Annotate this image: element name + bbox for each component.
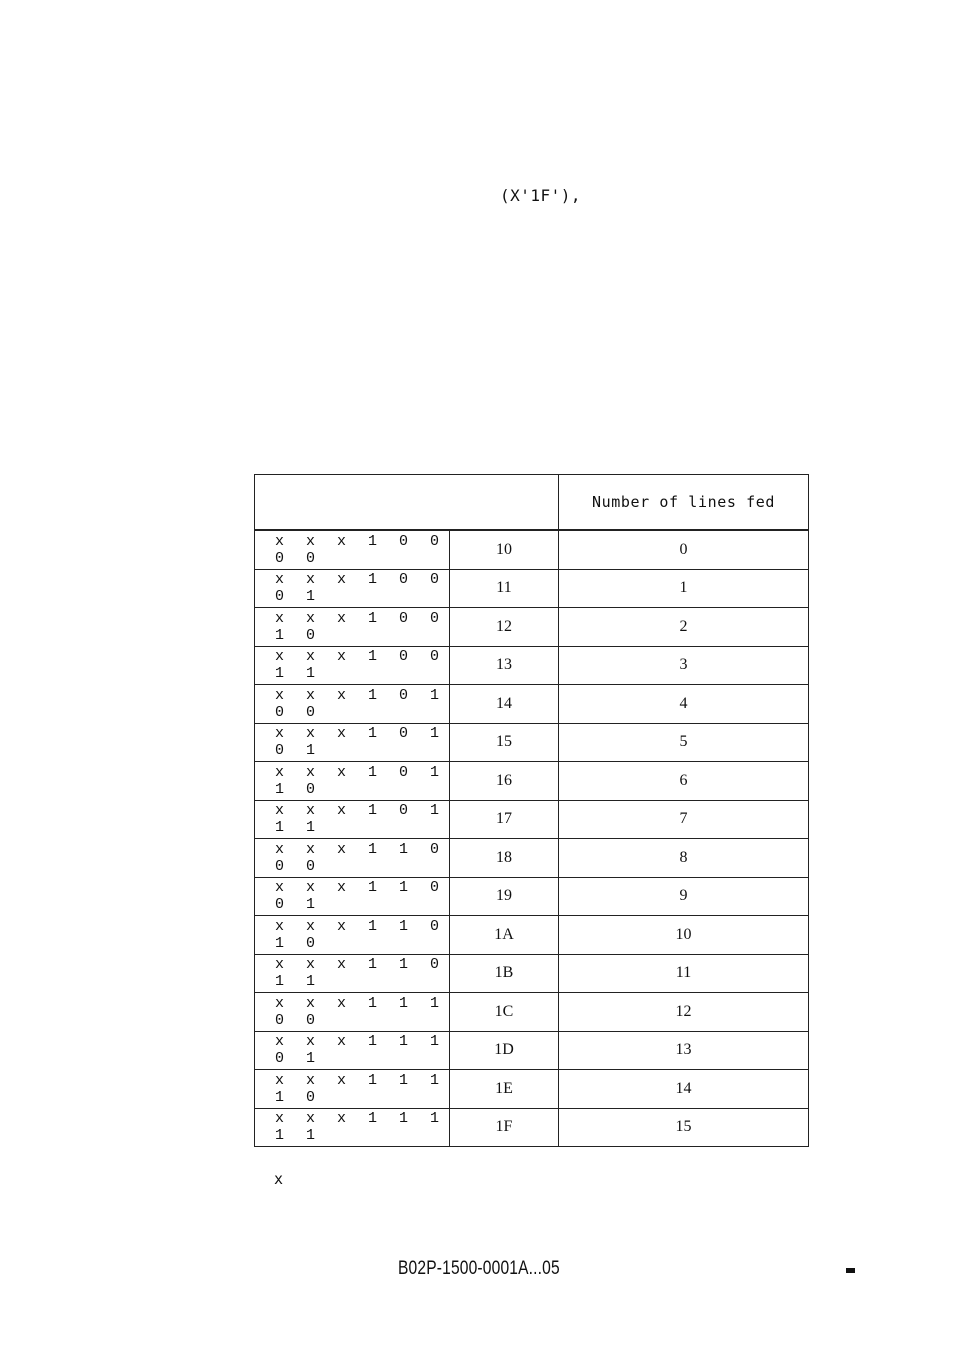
bits-cell: x x x 1 1 1 1 0 <box>255 1070 450 1109</box>
lines-fed-cell: 12 <box>559 993 809 1032</box>
header-lines-fed: Number of lines fed <box>559 475 809 531</box>
table-row <box>255 1070 809 1109</box>
lines-fed-cell: 6 <box>559 762 809 801</box>
hex-cell: 1A <box>450 916 559 955</box>
lines-fed-cell: 13 <box>559 1031 809 1070</box>
hex-cell: 12 <box>450 608 559 647</box>
inline-code-text: (X'1F'), <box>500 186 582 205</box>
lines-fed-cell: 0 <box>559 530 809 569</box>
hex-cell: 10 <box>450 530 559 569</box>
lines-fed-cell: 7 <box>559 800 809 839</box>
bits-cell: x x x 1 1 0 0 0 <box>255 839 450 878</box>
lines-fed-cell: 1 <box>559 569 809 608</box>
lines-fed-cell: 2 <box>559 608 809 647</box>
header-hex <box>450 475 559 531</box>
hex-cell: 18 <box>450 839 559 878</box>
lines-fed-cell: 15 <box>559 1108 809 1147</box>
lines-fed-cell: 4 <box>559 685 809 724</box>
hex-cell: 14 <box>450 685 559 724</box>
bits-cell: x x x 1 0 0 0 0 <box>255 530 450 569</box>
bits-cell: x x x 1 0 0 1 1 <box>255 646 450 685</box>
lines-fed-cell: 5 <box>559 723 809 762</box>
hex-cell: 19 <box>450 877 559 916</box>
page-mark <box>846 1268 855 1273</box>
bits-cell: x x x 1 0 1 1 1 <box>255 800 450 839</box>
table-row <box>255 1108 809 1147</box>
hex-cell: 15 <box>450 723 559 762</box>
bits-cell: x x x 1 0 1 0 0 <box>255 685 450 724</box>
hex-cell: 17 <box>450 800 559 839</box>
table-row <box>255 646 809 685</box>
table-row <box>255 916 809 955</box>
bits-cell: x x x 1 0 0 1 0 <box>255 608 450 647</box>
line-feed-table-container <box>254 474 808 1147</box>
bits-cell: x x x 1 0 1 0 1 <box>255 723 450 762</box>
hex-cell: 1E <box>450 1070 559 1109</box>
table-row <box>255 993 809 1032</box>
hex-cell: 11 <box>450 569 559 608</box>
bits-cell: x x x 1 1 1 0 1 <box>255 1031 450 1070</box>
bits-cell: x x x 1 1 0 1 1 <box>255 954 450 993</box>
hex-cell: 16 <box>450 762 559 801</box>
table-row <box>255 569 809 608</box>
bits-cell: x x x 1 1 0 1 0 <box>255 916 450 955</box>
lines-fed-cell: 14 <box>559 1070 809 1109</box>
table-row <box>255 762 809 801</box>
table-row <box>255 1031 809 1070</box>
bits-cell: x x x 1 0 1 1 0 <box>255 762 450 801</box>
table-row <box>255 800 809 839</box>
lines-fed-cell: 9 <box>559 877 809 916</box>
table-row <box>255 608 809 647</box>
bits-cell: x x x 1 1 0 0 1 <box>255 877 450 916</box>
lines-fed-cell: 11 <box>559 954 809 993</box>
line-feed-table <box>254 474 809 1147</box>
table-row <box>255 723 809 762</box>
hex-cell: 1F <box>450 1108 559 1147</box>
bits-cell: x x x 1 1 1 0 0 <box>255 993 450 1032</box>
hex-cell: 1D <box>450 1031 559 1070</box>
footnote-text: x <box>274 1170 284 1188</box>
table-body <box>255 530 809 1147</box>
bits-cell: x x x 1 1 1 1 1 <box>255 1108 450 1147</box>
lines-fed-cell: 8 <box>559 839 809 878</box>
table-header-row <box>255 475 809 531</box>
lines-fed-cell: 10 <box>559 916 809 955</box>
table-row <box>255 685 809 724</box>
document-code: B02P-1500-0001A...05 <box>398 1258 560 1279</box>
hex-cell: 13 <box>450 646 559 685</box>
table-row <box>255 839 809 878</box>
table-row <box>255 877 809 916</box>
hex-cell: 1C <box>450 993 559 1032</box>
lines-fed-cell: 3 <box>559 646 809 685</box>
header-bits <box>255 475 450 531</box>
table-row <box>255 954 809 993</box>
bits-cell: x x x 1 0 0 0 1 <box>255 569 450 608</box>
table-row <box>255 530 809 569</box>
hex-cell: 1B <box>450 954 559 993</box>
